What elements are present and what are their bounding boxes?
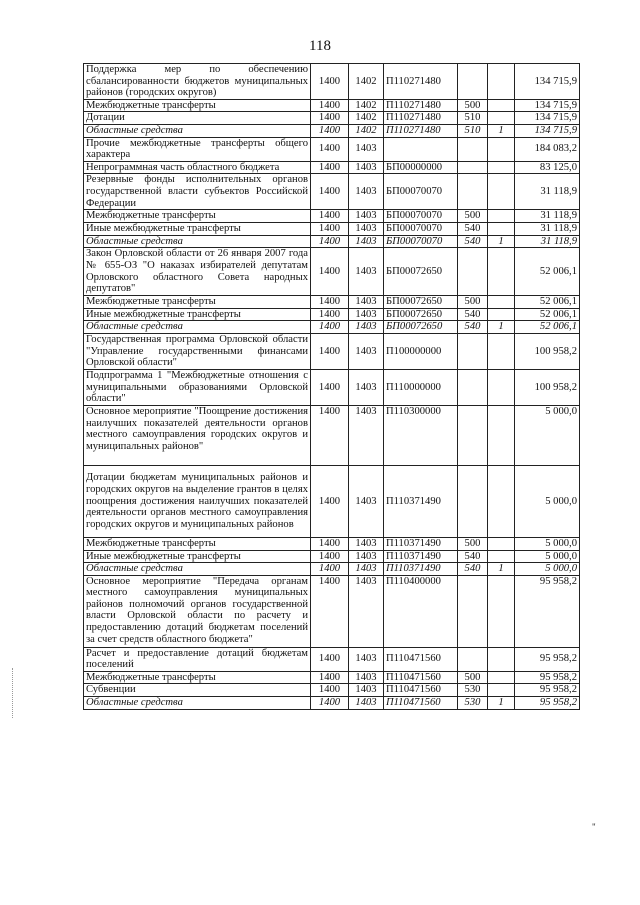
cell-amount: 5 000,0 [515,563,580,576]
table-row [84,137,580,161]
cell-section: 1400 [311,235,349,248]
cell-amount: 100 958,2 [515,333,580,369]
table-row [84,321,580,334]
cell-amount: 31 118,9 [515,210,580,223]
cell-section: 1400 [311,210,349,223]
table-row [84,174,580,210]
cell-amount: 95 958,2 [515,671,580,684]
cell-subsection: 1403 [349,537,384,550]
cell-source: 1 [488,697,515,710]
cell-expense-type: 500 [458,99,488,112]
cell-amount: 95 958,2 [515,697,580,710]
cell-section: 1400 [311,248,349,296]
cell-source [488,684,515,697]
table-row [84,697,580,710]
cell-section: 1400 [311,99,349,112]
cell-amount: 31 118,9 [515,222,580,235]
cell-section: 1400 [311,575,349,647]
cell-name: Областные средства [84,321,311,334]
cell-section: 1400 [311,369,349,405]
table-row [84,369,580,405]
cell-target-code: БП00072650 [384,321,458,334]
cell-amount: 5 000,0 [515,537,580,550]
cell-expense-type: 540 [458,308,488,321]
cell-subsection: 1403 [349,697,384,710]
cell-expense-type: 500 [458,210,488,223]
cell-name: Прочие межбюджетные трансферты общего характера [84,137,311,161]
table-row [84,210,580,223]
cell-amount: 52 006,1 [515,296,580,309]
cell-name: Дотации [84,112,311,125]
cell-name: Иные межбюджетные трансферты [84,222,311,235]
cell-name: Расчет и предоставление дотаций бюджетам поселений [84,647,311,671]
cell-amount: 134 715,9 [515,64,580,100]
cell-source [488,137,515,161]
cell-expense-type [458,64,488,100]
cell-section: 1400 [311,112,349,125]
cell-amount: 52 006,1 [515,248,580,296]
table-row [84,563,580,576]
cell-amount: 184 083,2 [515,137,580,161]
cell-subsection: 1402 [349,124,384,137]
cell-name: Субвенции [84,684,311,697]
cell-amount: 95 958,2 [515,684,580,697]
cell-expense-type [458,369,488,405]
cell-source [488,99,515,112]
table-row [84,333,580,369]
cell-name: Непрограммная часть областного бюджета [84,161,311,174]
cell-section: 1400 [311,647,349,671]
cell-target-code: БП00070070 [384,235,458,248]
cell-subsection: 1403 [349,684,384,697]
cell-amount: 31 118,9 [515,174,580,210]
cell-section: 1400 [311,137,349,161]
cell-source [488,161,515,174]
table-row [84,235,580,248]
cell-subsection: 1403 [349,575,384,647]
cell-section: 1400 [311,563,349,576]
cell-subsection: 1403 [349,248,384,296]
cell-source: 1 [488,124,515,137]
cell-name: Областные средства [84,124,311,137]
cell-target-code: П110400000 [384,575,458,647]
cell-expense-type: 540 [458,550,488,563]
cell-target-code: БП00070070 [384,222,458,235]
cell-name: Дотации бюджетам муниципальных районов и городских округов на выделение грантов в целях поощрения достижения наилучших показателей деятельности органов местного самоуправления городских округов и муниципальных районов [84,465,311,537]
cell-source [488,308,515,321]
cell-expense-type: 500 [458,296,488,309]
cell-name: Государственная программа Орловской области "Управление государственными финансами Орловской области" [84,333,311,369]
budget-table [83,63,580,710]
cell-target-code: БП00072650 [384,296,458,309]
table-row [84,112,580,125]
cell-expense-type [458,161,488,174]
cell-amount: 5 000,0 [515,465,580,537]
table-row [84,537,580,550]
cell-section: 1400 [311,537,349,550]
cell-source [488,296,515,309]
cell-amount: 31 118,9 [515,235,580,248]
cell-name: Межбюджетные трансферты [84,99,311,112]
table-row [84,671,580,684]
cell-target-code: П110371490 [384,563,458,576]
cell-name: Резервные фонды исполнительных органов государственной власти субъектов Российской Федерации [84,174,311,210]
cell-name: Областные средства [84,235,311,248]
cell-source [488,369,515,405]
margin-mark [12,668,17,718]
table-row [84,575,580,647]
cell-source [488,248,515,296]
table-row [84,308,580,321]
table-row [84,161,580,174]
cell-target-code: БП00070070 [384,174,458,210]
cell-subsection: 1403 [349,405,384,465]
cell-amount: 52 006,1 [515,321,580,334]
cell-expense-type: 540 [458,235,488,248]
cell-amount: 83 125,0 [515,161,580,174]
cell-target-code: П110371490 [384,465,458,537]
cell-subsection: 1403 [349,308,384,321]
cell-amount: 100 958,2 [515,369,580,405]
table-row [84,405,580,465]
table-row [84,64,580,100]
cell-target-code: П100000000 [384,333,458,369]
cell-subsection: 1403 [349,563,384,576]
cell-section: 1400 [311,671,349,684]
cell-target-code: П110000000 [384,369,458,405]
cell-section: 1400 [311,161,349,174]
cell-target-code: П110471560 [384,647,458,671]
cell-section: 1400 [311,697,349,710]
cell-expense-type: 540 [458,222,488,235]
cell-expense-type [458,248,488,296]
cell-source [488,465,515,537]
cell-amount: 52 006,1 [515,308,580,321]
cell-subsection: 1403 [349,174,384,210]
cell-subsection: 1402 [349,99,384,112]
cell-expense-type [458,575,488,647]
table-body [84,64,580,710]
cell-expense-type [458,405,488,465]
cell-expense-type [458,333,488,369]
cell-expense-type [458,137,488,161]
cell-subsection: 1403 [349,369,384,405]
cell-expense-type [458,465,488,537]
cell-subsection: 1403 [349,296,384,309]
table-row [84,684,580,697]
table-row [84,248,580,296]
cell-source [488,64,515,100]
cell-source: 1 [488,235,515,248]
corner-mark: " [592,822,596,832]
cell-section: 1400 [311,124,349,137]
cell-target-code: П110471560 [384,671,458,684]
cell-expense-type: 530 [458,697,488,710]
cell-expense-type: 500 [458,537,488,550]
cell-subsection: 1403 [349,465,384,537]
cell-section: 1400 [311,405,349,465]
cell-subsection: 1402 [349,112,384,125]
cell-expense-type: 530 [458,684,488,697]
cell-target-code [384,137,458,161]
cell-subsection: 1403 [349,235,384,248]
cell-section: 1400 [311,296,349,309]
cell-target-code: БП00072650 [384,248,458,296]
table-row [84,99,580,112]
cell-target-code: П110271480 [384,99,458,112]
cell-target-code: П110271480 [384,124,458,137]
cell-target-code: БП00000000 [384,161,458,174]
cell-subsection: 1403 [349,550,384,563]
cell-expense-type: 500 [458,671,488,684]
cell-source [488,174,515,210]
cell-section: 1400 [311,684,349,697]
cell-amount: 5 000,0 [515,405,580,465]
cell-name: Иные межбюджетные трансферты [84,308,311,321]
cell-section: 1400 [311,465,349,537]
cell-section: 1400 [311,174,349,210]
cell-amount: 95 958,2 [515,575,580,647]
cell-source [488,405,515,465]
cell-expense-type [458,174,488,210]
cell-source [488,671,515,684]
cell-target-code: БП00072650 [384,308,458,321]
cell-name: Иные межбюджетные трансферты [84,550,311,563]
cell-name: Основное мероприятие "Передача органам местного самоуправления муниципальных районов полномочий органов государственной власти Орловской области по расчету и предоставлению дотаций бюджетам поселений за счет средств областного бюджета" [84,575,311,647]
cell-amount: 134 715,9 [515,112,580,125]
cell-name: Областные средства [84,563,311,576]
cell-subsection: 1403 [349,671,384,684]
cell-target-code: П110271480 [384,64,458,100]
cell-source [488,112,515,125]
cell-amount: 5 000,0 [515,550,580,563]
cell-source [488,647,515,671]
cell-subsection: 1403 [349,647,384,671]
cell-target-code: П110471560 [384,697,458,710]
cell-section: 1400 [311,308,349,321]
cell-expense-type: 540 [458,321,488,334]
cell-expense-type: 510 [458,112,488,125]
cell-name: Межбюджетные трансферты [84,537,311,550]
table-row [84,296,580,309]
cell-source [488,537,515,550]
cell-target-code: П110300000 [384,405,458,465]
cell-expense-type [458,647,488,671]
cell-name: Межбюджетные трансферты [84,296,311,309]
cell-name: Межбюджетные трансферты [84,210,311,223]
cell-source: 1 [488,563,515,576]
cell-subsection: 1403 [349,321,384,334]
cell-section: 1400 [311,64,349,100]
table-row [84,222,580,235]
cell-name: Основное мероприятие "Поощрение достижения наилучших показателей деятельности органов местного самоуправления городских округов и муниципальных районов" [84,405,311,465]
cell-subsection: 1403 [349,210,384,223]
cell-name: Поддержка мер по обеспечению сбалансированности бюджетов муниципальных районов (городских округов) [84,64,311,100]
table-row [84,647,580,671]
cell-source [488,550,515,563]
cell-target-code: П110371490 [384,550,458,563]
cell-name: Закон Орловской области от 26 января 2007 года № 655-ОЗ "О наказах избирателей депутатам Орловского областного Совета народных депутатов" [84,248,311,296]
cell-name: Областные средства [84,697,311,710]
cell-source [488,575,515,647]
table-row [84,550,580,563]
page-number: 118 [309,38,331,54]
cell-subsection: 1403 [349,161,384,174]
cell-subsection: 1403 [349,222,384,235]
cell-amount: 95 958,2 [515,647,580,671]
cell-target-code: П110271480 [384,112,458,125]
table-row [84,124,580,137]
cell-subsection: 1403 [349,333,384,369]
cell-source [488,210,515,223]
cell-section: 1400 [311,222,349,235]
cell-amount: 134 715,9 [515,124,580,137]
cell-amount: 134 715,9 [515,99,580,112]
cell-source [488,333,515,369]
cell-section: 1400 [311,321,349,334]
cell-subsection: 1402 [349,64,384,100]
cell-target-code: БП00070070 [384,210,458,223]
cell-expense-type: 540 [458,563,488,576]
cell-name: Межбюджетные трансферты [84,671,311,684]
cell-section: 1400 [311,550,349,563]
cell-subsection: 1403 [349,137,384,161]
cell-source [488,222,515,235]
table-row [84,465,580,537]
cell-source: 1 [488,321,515,334]
cell-target-code: П110371490 [384,537,458,550]
cell-expense-type: 510 [458,124,488,137]
cell-target-code: П110471560 [384,684,458,697]
cell-section: 1400 [311,333,349,369]
cell-name: Подпрограмма 1 "Межбюджетные отношения с муниципальными образованиями Орловской области" [84,369,311,405]
